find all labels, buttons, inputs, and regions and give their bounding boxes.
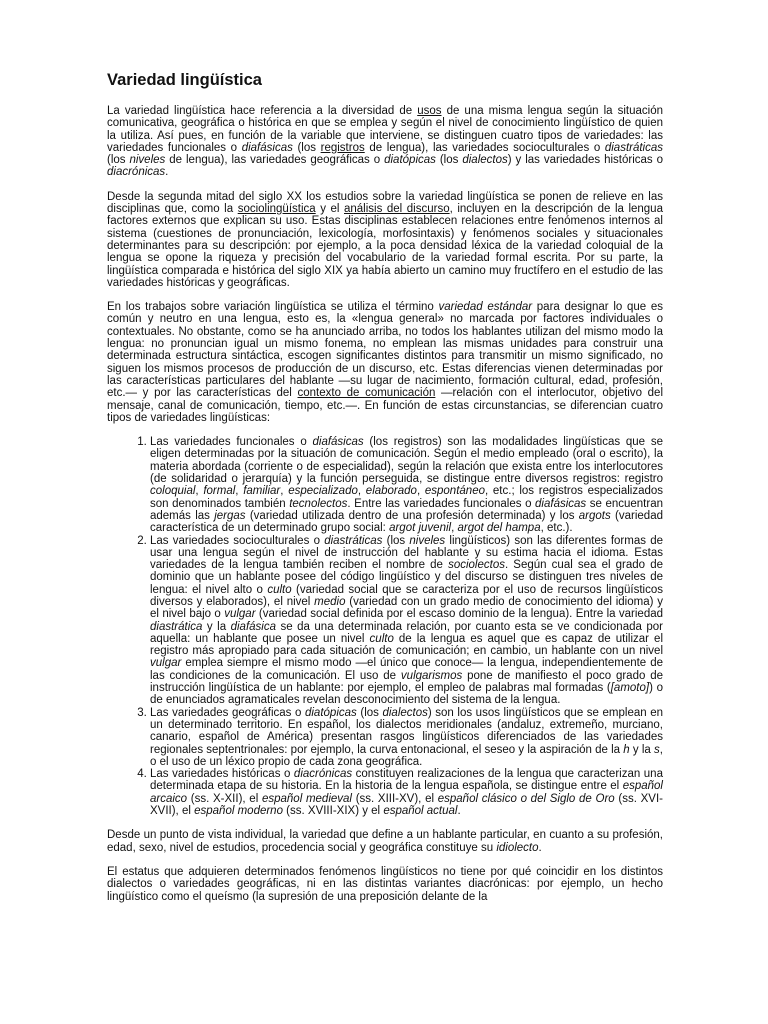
italic-term: sociolectos xyxy=(448,559,505,572)
italic-term: argot del hampa xyxy=(457,522,541,535)
text-run: (ss. XIII-XV), el xyxy=(351,792,438,805)
text-run: (los xyxy=(292,141,321,154)
text-run: . xyxy=(538,841,542,854)
text-run: se da una determinada relación, por cuanto esta se ve condicionada por aquella: un hablante que posee un nivel xyxy=(150,620,663,645)
text-run: . xyxy=(165,166,169,179)
italic-term: tecnolectos xyxy=(289,497,348,510)
text-run: Desde la segunda mitad del siglo XX los estudios sobre la variedad lingüística se ponen de relieve en las disciplinas que, como la xyxy=(107,190,663,216)
text-run: (los xyxy=(356,706,383,719)
text-run: (los xyxy=(435,154,463,167)
italic-term: h xyxy=(623,743,630,756)
italic-term: diacrónicas xyxy=(107,166,166,179)
text-run: (variedad utilizada dentro de una profesión determinada) y los xyxy=(245,509,579,522)
text-run: (variedad social definida por el escaso dominio de la lengua). Entre la variedad xyxy=(255,608,664,621)
underlined-term: análisis del discurso xyxy=(344,203,450,216)
italic-term: español moderno xyxy=(194,805,283,818)
text-run: (los xyxy=(107,154,130,167)
text-run: , xyxy=(280,485,289,498)
text-run: emplea siempre el mismo modo —el único que conoce— la lengua, independientemente de las condiciones de la comunicación. El uso de xyxy=(150,657,663,682)
paragraph xyxy=(107,866,663,903)
text-run: de una misma lengua según la situación comunicativa, geográfica o histórica en que se emplea y según el nivel de conocimiento lingüístico de quien la utiliza. Así pues, en función de la variable que interviene, se distinguen cuatro tipos de variedades: las variedades funcionales o xyxy=(107,105,663,154)
text-run: La variedad lingüística hace referencia a la diversidad de xyxy=(107,105,418,117)
italic-term: elaborado xyxy=(365,485,417,498)
italic-term: formal xyxy=(203,485,236,498)
underlined-term: contexto de comunicación xyxy=(297,387,436,400)
paragraph xyxy=(107,105,663,179)
italic-term: coloquial xyxy=(150,485,196,498)
italic-term: jergas xyxy=(214,509,246,522)
italic-term: culto xyxy=(369,632,394,645)
page-title: Variedad lingüística xyxy=(107,71,262,89)
varieties-list xyxy=(107,436,663,817)
text-run: . xyxy=(457,805,461,818)
text-run: y el xyxy=(315,203,344,216)
italic-term: variedad estándar xyxy=(438,301,533,314)
italic-term: vulgar xyxy=(224,608,256,621)
text-run: Las variedades funcionales o xyxy=(150,436,313,449)
list-item xyxy=(150,436,663,534)
text-run: , etc.; los registros especializados son denominados también xyxy=(150,485,664,510)
italic-term: medio xyxy=(314,595,346,608)
text-run: y la xyxy=(202,620,231,633)
italic-term: diatópicas xyxy=(384,154,436,167)
text-run: . Según cual sea el grado de dominio que un hablante posee del código lingüístico y del discurso se distinguen tres niveles de lengua: el nivel alto o xyxy=(150,559,663,596)
italic-term: español actual xyxy=(383,805,458,818)
text-run: para designar lo que es común y neutro en una lengua, esto es, la «lengua general» no marcada por factores individuales o contextuales. No obstante, como se ha anunciado arriba, no todos los hablantes utilizan del mismo modo la lengua: no pronuncian igual un mismo fonema, no emplean las mismas unidades para construir una determinada estructura sintáctica, escogen significantes distintos para transmitir un mismo significado, no siguen los mismos procesos de producción de un discurso, etc. Estas diferencias vienen determinadas por las características particulares del hablante —su lugar de nacimiento, formación cultural, edad, profesión, etc.— y por las características del xyxy=(107,301,664,400)
text-run: El estatus que adquieren determinados fenómenos lingüísticos no tiene por qué coincidir en los distintos dialectos o variedades geográficas, ni en las distintas variantes diacrónicas: por ejemplo, un hecho lingüístico como el queísmo (la supresión de una preposición delante de la xyxy=(107,865,663,903)
italic-term: familiar xyxy=(243,485,281,498)
italic-term: diastráticas xyxy=(604,141,664,154)
text-run: , o el uso de un léxico propio de cada zona geográfica. xyxy=(150,743,663,768)
text-run: ) son los usos lingüísticos que se emplean en un determinado territorio. En español, los dialectos meridionales (andaluz, extremeño, murciano, canario, español de América) presentan rasgos lingüísticos diferenciados de las variedades regionales septentrionales: por ejemplo, la curva entonacional, el seseo y la aspiración de la xyxy=(150,706,664,756)
text-run: y la xyxy=(629,743,655,756)
italic-term: español medieval xyxy=(261,792,352,805)
text-run: de lengua), las variedades socioculturales o xyxy=(364,141,605,154)
text-run: (ss. X-XII), el xyxy=(187,792,262,805)
text-run: , xyxy=(235,485,244,498)
text-run: constituyen realizaciones de la lengua que caracterizan una determinada etapa de su historia. En la historia de la lengua española, se distingue entre el xyxy=(150,768,663,793)
list-item xyxy=(150,768,663,817)
text-run: Desde un punto de vista individual, la variedad que define a un hablante particular, en cuanto a su profesión, edad, sexo, nivel de estudios, procedencia social y geográfica constituye su xyxy=(107,829,663,854)
paragraph xyxy=(107,301,663,424)
text-run: lingüísticos) son las diferentes formas de usar una lengua según el nivel de instrucción del hablante y su estima hacia el idioma. Estas variedades de la lengua también reciben el nombre de xyxy=(150,534,663,572)
italic-term: especializado xyxy=(288,485,358,498)
list-item xyxy=(150,535,663,707)
text-run: Las variedades geográficas o xyxy=(150,706,305,719)
document-page xyxy=(107,70,663,903)
text-run: ) o de enunciados agramaticales revelan desconocimiento del sistema de la lengua. xyxy=(150,682,663,707)
text-run: (ss. XVIII-XIX) y el xyxy=(282,805,384,818)
italic-term: [amoto] xyxy=(610,682,650,695)
italic-term: español arcaico xyxy=(150,780,663,805)
text-run: (variedad característica de un determinado grupo social: xyxy=(150,509,663,535)
italic-term: argot juvenil xyxy=(389,522,452,535)
text-run: pone de manifiesto el poco grado de instrucción lingüística de un hablante: por ejemplo, el empleo de palabras mal formadas ( xyxy=(150,669,663,695)
text-run: , xyxy=(357,485,366,498)
italic-term: diafásicas xyxy=(241,141,293,154)
list-item xyxy=(150,707,663,768)
italic-term: s xyxy=(654,743,660,756)
text-run: , xyxy=(416,485,425,498)
italic-term: vulgar xyxy=(150,657,182,670)
italic-term: diacrónicas xyxy=(293,768,353,781)
italic-term: dialectos xyxy=(462,154,508,167)
italic-term: vulgarismos xyxy=(400,669,463,682)
italic-term: culto xyxy=(267,583,292,596)
italic-term: dialectos xyxy=(382,706,428,719)
text-run: —relación con el interlocutor, objetivo del mensaje, canal de comunicación, tiempo, etc.—. En función de estas circunstancias, se diferencian cuatro tipos de variedades lingüísticas: xyxy=(107,387,663,424)
italic-term: español clásico o del Siglo de Oro xyxy=(437,792,615,805)
text-run: (los registros) son las modalidades lingüísticas que se eligen determinadas por la situación de comunicación. Según el medio empleado (oral o escrito), la materia abordada (corriente o de especialidad), según la relación que exista entre los interlocutores (de solidaridad o jerarquía) y la función perseguida, se distingue entre diversos registros: registro xyxy=(150,436,663,486)
italic-term: diafásicas xyxy=(535,497,587,510)
text-run: , etc.). xyxy=(540,522,573,535)
text-run: (variedad con un grado medio de conocimiento del idioma) y el nivel bajo o xyxy=(150,595,663,621)
underlined-term: usos xyxy=(417,105,442,117)
text-run: se encuentran además las xyxy=(150,497,663,522)
italic-term: niveles xyxy=(129,154,166,167)
italic-term: niveles xyxy=(409,534,446,547)
italic-term: idiolecto xyxy=(496,841,539,854)
text-run: de la lengua es aquel que es capaz de utilizar el registro más apropiado para cada situación de comunicación; en cambio, un hablante con un nivel xyxy=(150,632,663,658)
underlined-term: registros xyxy=(320,141,365,154)
text-run: . Entre las variedades funcionales o xyxy=(347,497,536,510)
italic-term: diafásicas xyxy=(312,436,364,449)
text-run: , xyxy=(451,522,458,535)
text-run: ) y las variedades históricas o xyxy=(507,154,663,167)
text-run: (ss. XVI-XVII), el xyxy=(150,792,663,818)
paragraph xyxy=(107,191,663,289)
italic-term: diastrática xyxy=(150,620,203,633)
italic-term: espontáneo xyxy=(424,485,485,498)
text-run: (variedad social que se caracteriza por el uso de recursos lingüísticos diversos y elaborados), el nivel xyxy=(150,583,663,608)
text-run: Las variedades socioculturales o xyxy=(150,534,325,547)
text-run: , incluyen en la descripción de la lengua factores externos que explican su uso. Estas disciplinas establecen relaciones entre fenómenos internos al sistema (cuestiones de pronunciación, lexicología, morfosintaxis) y fenómenos sociales y situacionales determinantes para su descripción: por ejemplo, a la poca densidad léxica de la variedad coloquial de la lengua se opone la riqueza y precisión del vocabulario de la variedad formal escrita. Por su parte, la lingüística comparada e histórica del siglo XIX ya había abierto un camino muy fructífero en el estudio de las variedades históricas y geográficas. xyxy=(107,203,663,289)
text-run: Las variedades históricas o xyxy=(150,768,294,781)
text-run: (los xyxy=(382,534,410,547)
paragraph xyxy=(107,829,663,854)
text-run: En los trabajos sobre variación lingüística se utiliza el término xyxy=(107,301,439,314)
italic-term: diatópicas xyxy=(304,706,357,719)
italic-term: argots xyxy=(578,509,611,522)
text-run: de lengua), las variedades geográficas o xyxy=(165,154,385,167)
italic-term: diafásica xyxy=(230,620,276,633)
text-run: , xyxy=(195,485,204,498)
italic-term: diastráticas xyxy=(324,534,383,547)
underlined-term: sociolingüística xyxy=(237,203,316,216)
